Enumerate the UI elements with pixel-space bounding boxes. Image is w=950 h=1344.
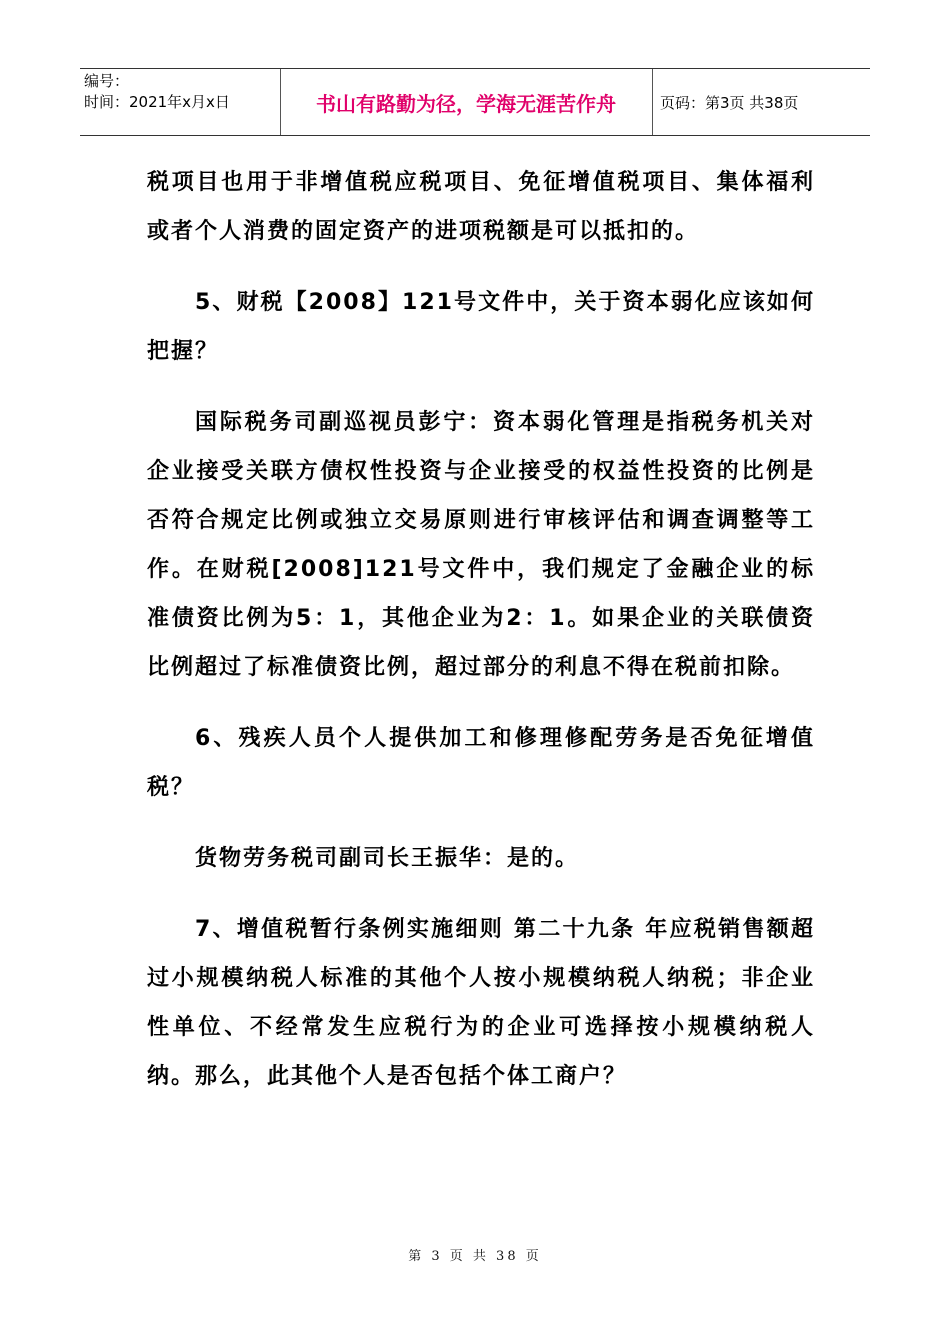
document-time-label: 时间：2021年x月x日 <box>84 93 230 111</box>
header-page-info: 页码：第3页 共38页 <box>660 93 799 112</box>
document-number-label: 编号： <box>84 72 130 90</box>
question-7: 7、增值税暂行条例实施细则 第二十九条 年应税销售额超过小规模纳税人标准的其他个人按小规模纳税人纳税；非企业性单位、不经常发生应税行为的企业可选择按小规模纳税人纳。那么，此其他个人是否包括个体工商户？ <box>147 917 815 1089</box>
answer-5: 国际税务司副巡视员彭宁：资本弱化管理是指税务机关对企业接受关联方债权性投资与企业接受的权益性投资的比例是否符合规定比例或独立交易原则进行审核评估和调查调整等工作。在财税[2008]121号文件中，我们规定了金融企业的标准债资比例为5：1，其他企业为2：1。如果企业的关联债资比例超过了标准债资比例，超过部分的利息不得在税前扣除。 <box>147 410 815 680</box>
page-header <box>80 68 870 136</box>
paragraph-continuation: 税项目也用于非增值税应税项目、免征增值税项目、集体福利或者个人消费的固定资产的进项税额是可以抵扣的。 <box>147 170 815 244</box>
document-body <box>147 158 815 1101</box>
header-meta <box>84 71 280 113</box>
header-divider <box>652 69 653 135</box>
answer-6: 货物劳务税司副司长王振华：是的。 <box>195 846 580 871</box>
header-motto: 书山有路勤为径，学海无涯苦作舟 <box>316 91 616 116</box>
page-footer: 第 3 页 共 38 页 <box>408 1249 542 1264</box>
question-6: 6、残疾人员个人提供加工和修理修配劳务是否免征增值税？ <box>147 726 815 800</box>
question-5: 5、财税【2008】121号文件中，关于资本弱化应该如何把握？ <box>147 290 815 364</box>
